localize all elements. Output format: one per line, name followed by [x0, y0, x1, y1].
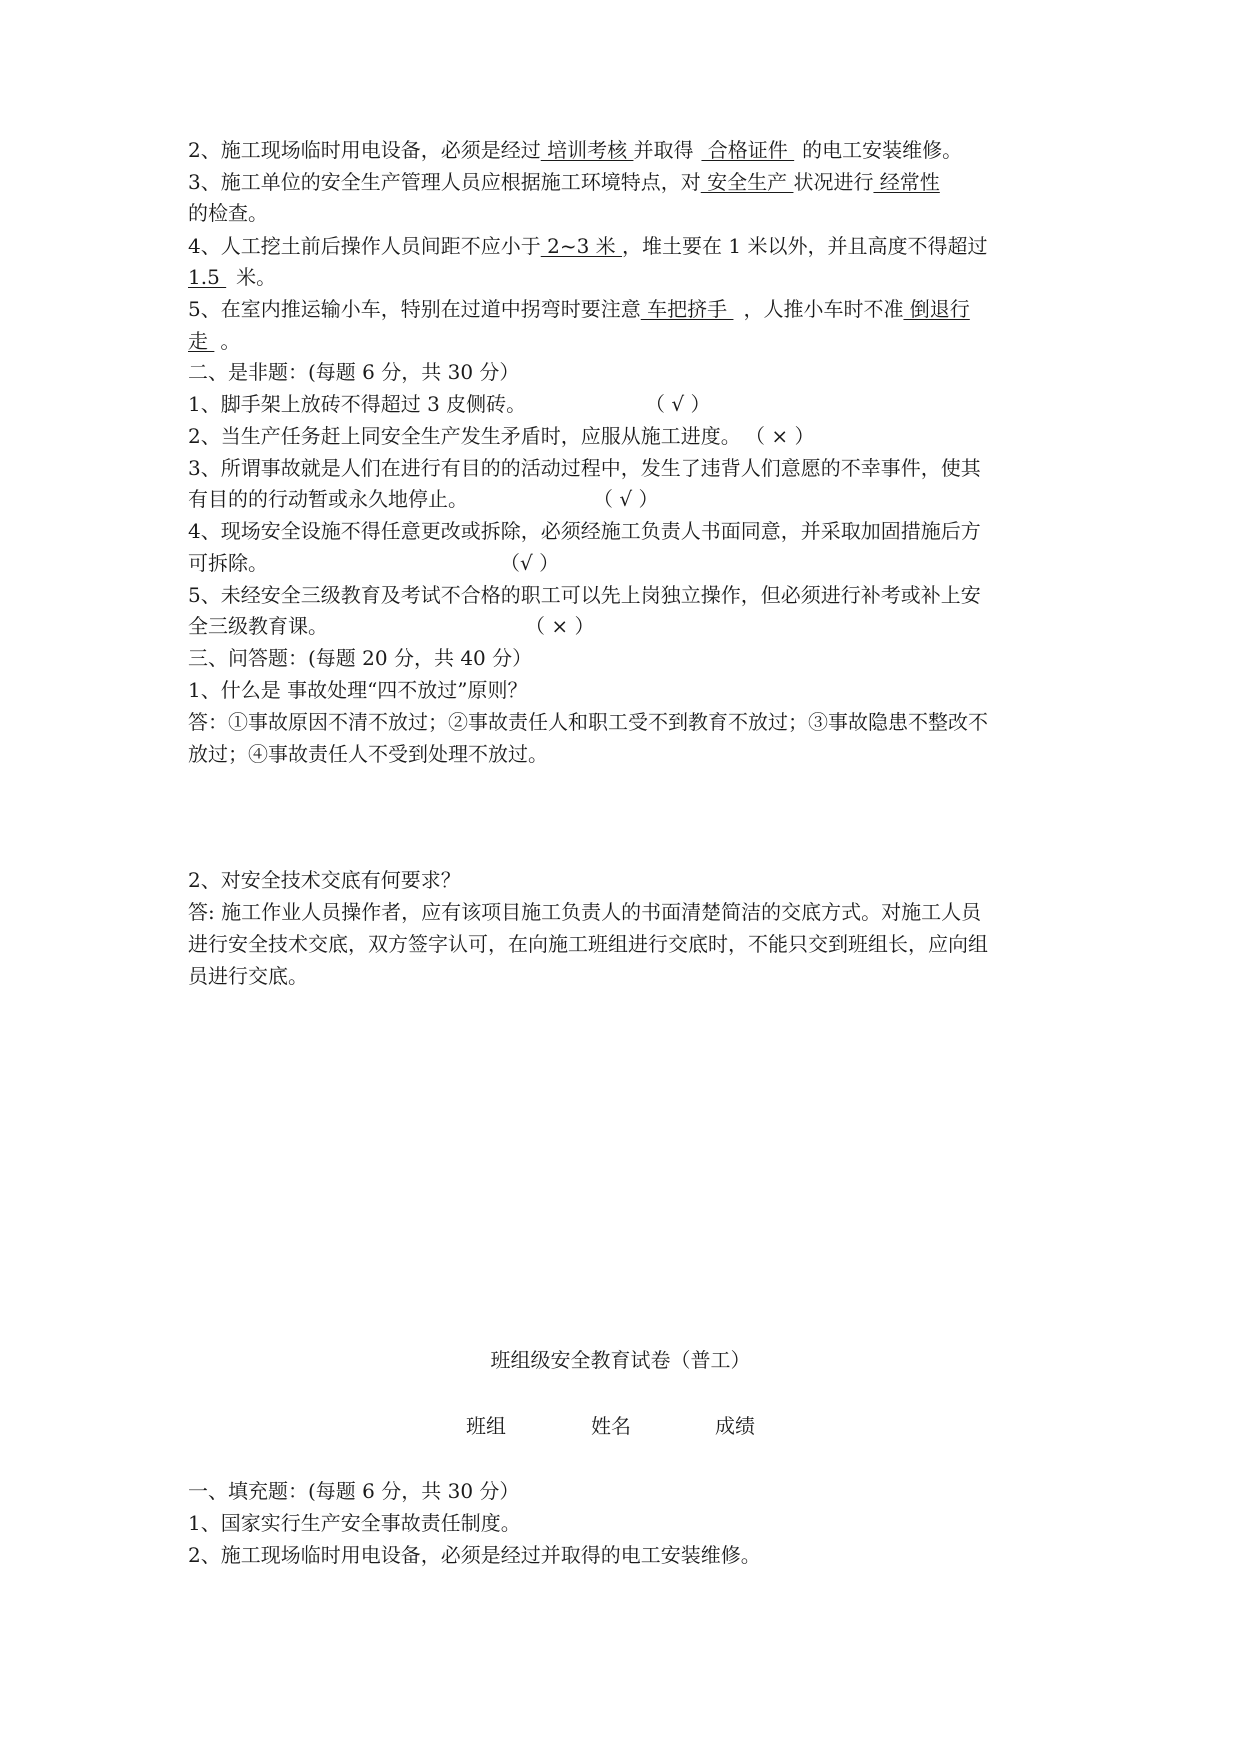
field-score-label: 成绩 [715, 1414, 755, 1438]
answer-blank: 车把挤手 [640, 297, 734, 321]
question-text: 的电工安装维修。 [802, 138, 963, 162]
section-title-fill: 一、填充题：(每题 6 分，共 30 分） [188, 1479, 520, 1503]
tf-question-4-cont: 可拆除。 [188, 551, 268, 575]
answer-blank: 倒退行 [903, 297, 970, 321]
qa-answer-1-line-1: 答：①事故原因不清不放过；②事故责任人和职工受不到教育不放过；③事故隐患不整改不 [188, 710, 988, 734]
tf-question-4: 4、现场安全设施不得任意更改或拆除，必须经施工负责人书面同意，并采取加固措施后方 [188, 519, 981, 543]
answer-blank: 走 [188, 329, 215, 353]
question-text: 的检查。 [188, 201, 268, 225]
fill-question-3-cont [188, 199, 268, 227]
question-text: ，堆土要在 1 米以外，并且高度不得超过 [622, 234, 988, 258]
answer-blank: 培训考核 [540, 138, 634, 162]
section-title-true-false: 二、是非题：(每题 6 分，共 30 分） [188, 360, 520, 384]
field-team-label: 班组 [466, 1414, 506, 1438]
answer-blank: 合格证件 [701, 138, 795, 162]
qa-answer-2-line-2: 进行安全技术交底，双方签字认可，在向施工班组进行交底时，不能只交到班组长，应向组 [188, 932, 988, 956]
question-text: 。 [220, 329, 241, 353]
tf-question-5-cont: 全三级教育课。 [188, 614, 328, 638]
answer-blank: 安全生产 [700, 170, 794, 194]
question-text: 3、施工单位的安全生产管理人员应根据施工环境特点，对 [188, 170, 701, 194]
qa-question-2: 2、对安全技术交底有何要求？ [188, 868, 461, 892]
field-name-label: 姓名 [591, 1414, 631, 1438]
tf-answer-mark: （ × ） [525, 614, 595, 638]
fill-question-3 [188, 168, 940, 196]
qa-answer-2-line-1: 答: 施工作业人员操作者，应有该项目施工负责人的书面清楚简洁的交底方式。对施工人员 [188, 900, 982, 924]
answer-blank: 2~3 米 [540, 234, 623, 258]
tf-question-1: 1、脚手架上放砖不得超过 3 皮侧砖。 [188, 392, 527, 416]
question-text: 4、人工挖土前后操作人员间距不应小于 [188, 234, 541, 258]
question-text: ，人推小车时不准 [743, 297, 904, 321]
question-text: 2、施工现场临时用电设备，必须是经过 [188, 138, 541, 162]
fill-question-5 [188, 295, 970, 323]
tf-question-5: 5、未经安全三级教育及考试不合格的职工可以先上岗独立操作，但必须进行补考或补上安 [188, 583, 981, 607]
qa-question-1: 1、什么是 事故处理“四不放过”原则？ [188, 678, 528, 702]
fill-question-2 [188, 136, 962, 164]
tf-answer-mark: （ √ ） [593, 487, 659, 511]
question-text: 5、在室内推运输小车，特别在过道中拐弯时要注意 [188, 297, 641, 321]
fill-question-5-cont [188, 327, 240, 355]
tf-answer-mark: （√ ） [500, 551, 560, 575]
fill-question-1: 1、国家实行生产安全事故责任制度。 [188, 1511, 521, 1535]
answer-blank: 经常性 [873, 170, 940, 194]
question-text: 并取得 [633, 138, 694, 162]
qa-answer-2-line-3: 员进行交底。 [188, 964, 308, 988]
fill-question-4-cont [188, 263, 276, 291]
tf-question-3-cont: 有目的的行动暂或永久地停止。 [188, 487, 468, 511]
tf-question-3: 3、所谓事故就是人们在进行有目的的活动过程中，发生了违背人们意愿的不幸事件，使其 [188, 456, 981, 480]
tf-answer-mark: （ × ） [745, 424, 815, 448]
tf-question-2: 2、当生产任务赶上同安全生产发生矛盾时，应服从施工进度。 [188, 424, 741, 448]
answer-blank: 1.5 [188, 265, 227, 289]
question-text: 状况进行 [793, 170, 874, 194]
fill-question-2: 2、施工现场临时用电设备，必须是经过并取得的电工安装维修。 [188, 1543, 761, 1567]
section-title-qa: 三、问答题：(每题 20 分，共 40 分） [188, 646, 533, 670]
exam-title: 班组级安全教育试卷（普工） [490, 1348, 751, 1372]
qa-answer-1-line-2: 放过；④事故责任人不受到处理不放过。 [188, 742, 548, 766]
tf-answer-mark: （ √ ） [645, 392, 711, 416]
question-text: 米。 [236, 265, 277, 289]
fill-question-4 [188, 232, 987, 260]
